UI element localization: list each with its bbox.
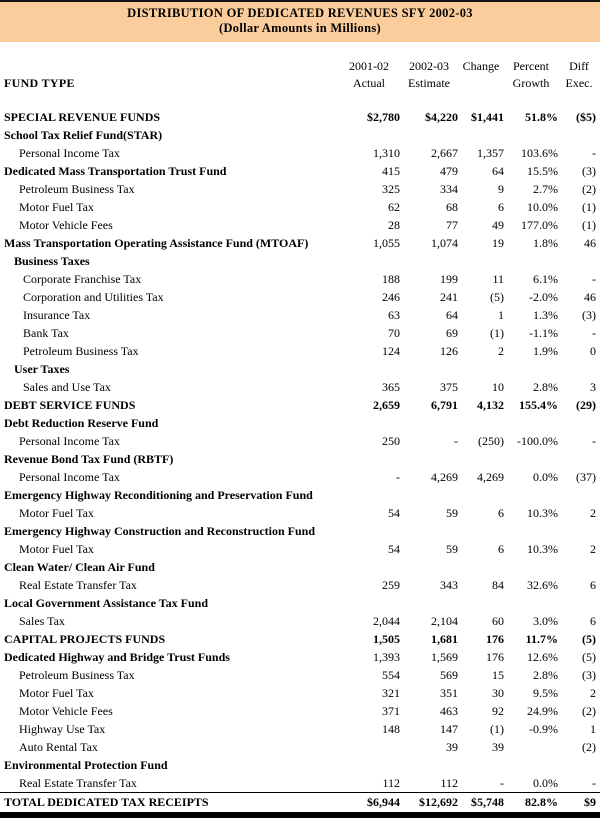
value-cell: (3) [582,668,596,682]
value-cell [458,450,504,468]
revenue-table [0,58,600,811]
fund-type-cell: Environmental Protection Fund [4,758,168,772]
value-cell: - [454,434,458,448]
value-cell: 15 [492,668,504,682]
fund-type-cell: Local Government Assistance Tax Fund [4,596,209,610]
value-cell: 1,074 [431,236,458,250]
value-cell: 2 [498,344,504,358]
value-cell: -1.1% [529,326,558,340]
fund-type-cell: Real Estate Transfer Tax [19,776,137,790]
value-cell: 112 [440,776,458,790]
value-cell: 112 [382,776,400,790]
value-cell [558,594,600,612]
fund-type-cell: Auto Rental Tax [19,740,98,754]
value-cell [400,486,458,504]
value-cell [400,252,458,270]
value-cell: 126 [440,344,458,358]
fund-type-cell: Emergency Highway Reconditioning and Preservation Fund [4,488,313,502]
table-row [0,234,600,252]
fund-type-cell: Clean Water/ Clean Air Fund [4,560,155,574]
value-cell: 92 [492,704,504,718]
table-row [0,126,600,144]
table-row [0,522,600,540]
col-header-diff: Diff [569,59,589,73]
value-cell: 246 [382,290,400,304]
fund-type-cell: DEBT SERVICE FUNDS [4,398,136,412]
value-cell: 59 [446,506,458,520]
value-cell: (2) [582,182,596,196]
value-cell: (3) [582,164,596,178]
table-row [0,630,600,648]
table-row [0,396,600,414]
value-cell: 199 [440,272,458,286]
table-row [0,378,600,396]
value-cell: 365 [382,380,400,394]
fund-type-cell: Motor Fuel Tax [19,200,94,214]
value-cell: ($5) [576,110,596,124]
value-cell [400,558,458,576]
value-cell: 259 [382,578,400,592]
value-cell: 11.7% [525,632,558,646]
value-cell [458,486,504,504]
value-cell: 6 [498,506,504,520]
value-cell: 479 [440,164,458,178]
fund-type-cell: Motor Vehicle Fees [19,704,113,718]
header-row-2 [0,75,600,92]
table-row [0,144,600,162]
table-row [0,360,600,378]
value-cell: 1,505 [373,632,400,646]
value-cell: (5) [582,632,596,646]
value-cell: 46 [584,236,596,250]
table-row [0,324,600,342]
value-cell: 68 [446,200,458,214]
value-cell [458,756,504,774]
value-cell: 39 [492,740,504,754]
fund-type-cell: Motor Vehicle Fees [19,218,113,232]
fund-type-cell: Highway Use Tax [19,722,106,736]
value-cell: $1,441 [471,110,504,124]
value-cell: 30 [492,686,504,700]
value-cell: 2 [590,686,596,700]
col-header-exec: Exec. [565,76,593,90]
value-cell: $9 [558,793,600,812]
value-cell: 4,269 [477,470,504,484]
value-cell: 0.0% [533,470,558,484]
value-cell [504,126,558,144]
value-cell: 415 [382,164,400,178]
value-cell: 2,044 [373,614,400,628]
value-cell: 46 [584,290,596,304]
title-bar [0,2,600,42]
value-cell [558,414,600,432]
value-cell: 250 [382,434,400,448]
fund-type-cell: Motor Fuel Tax [19,542,94,556]
value-cell: 6 [590,614,596,628]
value-cell [338,252,400,270]
col-header-change-blank [458,75,504,92]
value-cell: $4,220 [425,110,458,124]
value-cell: 351 [440,686,458,700]
table-row [0,612,600,630]
fund-type-cell: Petroleum Business Tax [19,182,135,196]
value-cell [400,360,458,378]
value-cell [458,594,504,612]
value-cell: (1) [490,326,504,340]
value-cell: 9 [498,182,504,196]
value-cell: (5) [490,290,504,304]
value-cell: 554 [382,668,400,682]
page-subtitle: (Dollar Amounts in Millions) [218,21,381,35]
value-cell: 0 [590,344,596,358]
value-cell: 321 [382,686,400,700]
fund-type-cell: Insurance Tax [23,308,91,322]
header-blank [0,58,338,75]
value-cell: 2.8% [533,668,558,682]
table-row [0,504,600,522]
value-cell [458,558,504,576]
value-cell: 569 [440,668,458,682]
value-cell: (1) [582,200,596,214]
value-cell [504,360,558,378]
value-cell: 3 [590,380,596,394]
table-row [0,180,600,198]
value-cell [558,126,600,144]
col-header-percent: Percent [513,59,549,73]
value-cell: 2,659 [373,398,400,412]
fund-type-cell: Dedicated Mass Transportation Trust Fund [4,164,227,178]
table-row [0,162,600,180]
value-cell: 1,681 [431,632,458,646]
value-cell: 4,269 [431,470,458,484]
fund-type-cell: Emergency Highway Construction and Reconstruction Fund [4,524,316,538]
fund-type-cell: Petroleum Business Tax [23,344,139,358]
value-cell [458,126,504,144]
value-cell: 463 [440,704,458,718]
value-cell: 12.6% [527,650,558,664]
value-cell: 2,667 [431,146,458,160]
value-cell [400,414,458,432]
col-header-estimate: Estimate [408,76,450,90]
value-cell [338,450,400,468]
value-cell: 1.9% [533,344,558,358]
value-cell: 54 [388,506,400,520]
value-cell [504,756,558,774]
value-cell [338,738,400,756]
fund-type-cell: Motor Fuel Tax [19,686,94,700]
table-row [0,198,600,216]
value-cell: 3.0% [533,614,558,628]
value-cell [458,414,504,432]
value-cell [338,486,400,504]
table-row [0,648,600,666]
value-cell: - [592,146,596,160]
value-cell: (3) [582,308,596,322]
value-cell [400,126,458,144]
fund-type-cell: Real Estate Transfer Tax [19,578,137,592]
value-cell: 1,310 [373,146,400,160]
value-cell [458,252,504,270]
value-cell: 103.6% [521,146,558,160]
table-body [0,108,600,811]
col-header-2002-03: 2002-03 [409,59,449,73]
value-cell: 6 [498,200,504,214]
value-cell: 1,569 [431,650,458,664]
value-cell [338,414,400,432]
value-cell [558,756,600,774]
value-cell: 69 [446,326,458,340]
value-cell [504,594,558,612]
bottom-rule [0,812,600,818]
value-cell: 10.3% [527,542,558,556]
col-header-growth: Growth [512,76,550,90]
value-cell: 155.4% [519,398,558,412]
value-cell: 177.0% [521,218,558,232]
value-cell: 343 [440,578,458,592]
value-cell: 28 [388,218,400,232]
value-cell: 54 [388,542,400,556]
value-cell [558,558,600,576]
value-cell: 9.5% [533,686,558,700]
value-cell: 1,357 [477,146,504,160]
value-cell: 59 [446,542,458,556]
value-cell: 11 [492,272,504,286]
header-spacer [0,92,600,108]
value-cell: 19 [492,236,504,250]
value-cell [338,558,400,576]
value-cell [400,522,458,540]
table-row [0,774,600,793]
value-cell: 188 [382,272,400,286]
value-cell: -0.9% [529,722,558,736]
value-cell: - [396,470,400,484]
table-row [0,306,600,324]
value-cell: 124 [382,344,400,358]
table-row [0,738,600,756]
table-row [0,486,600,504]
value-cell: (1) [490,722,504,736]
value-cell: 325 [382,182,400,196]
value-cell: 176 [486,650,504,664]
value-cell [558,522,600,540]
table-row [0,793,600,812]
value-cell: -2.0% [529,290,558,304]
value-cell [558,360,600,378]
value-cell: 148 [382,722,400,736]
value-cell: (29) [576,398,596,412]
value-cell [338,522,400,540]
table-row [0,270,600,288]
value-cell: 2 [590,506,596,520]
header-row-1 [0,58,600,75]
value-cell: 1 [498,308,504,322]
value-cell [400,756,458,774]
value-cell: $2,780 [367,110,400,124]
table-row [0,720,600,738]
fund-type-cell: Motor Fuel Tax [19,506,94,520]
fund-type-cell: Petroleum Business Tax [19,668,135,682]
table-row [0,576,600,594]
table-row [0,666,600,684]
value-cell: 60 [492,614,504,628]
table-row [0,414,600,432]
value-cell [338,360,400,378]
value-cell: 82.8% [504,793,558,812]
value-cell: (250) [478,434,504,448]
value-cell: 24.9% [527,704,558,718]
table-row [0,108,600,126]
table-row [0,540,600,558]
value-cell: (2) [582,740,596,754]
value-cell: 2.7% [533,182,558,196]
value-cell [504,486,558,504]
fund-type-cell: Revenue Bond Tax Fund (RBTF) [4,452,174,466]
value-cell: 15.5% [527,164,558,178]
value-cell: 6 [590,578,596,592]
value-cell: 64 [446,308,458,322]
fund-type-cell: Personal Income Tax [19,470,120,484]
value-cell: 6 [498,542,504,556]
col-header-actual: Actual [353,76,385,90]
value-cell: 2 [590,542,596,556]
value-cell: $6,944 [338,793,400,812]
value-cell: 1.3% [533,308,558,322]
fund-type-cell: Personal Income Tax [19,434,120,448]
table-row [0,558,600,576]
col-header-2001-02: 2001-02 [349,59,389,73]
fund-type-cell: Debt Reduction Reserve Fund [4,416,159,430]
value-cell: 1,055 [373,236,400,250]
value-cell [400,594,458,612]
value-cell: 176 [486,632,504,646]
value-cell: 49 [492,218,504,232]
table-row [0,288,600,306]
value-cell: 32.6% [527,578,558,592]
fund-type-cell: CAPITAL PROJECTS FUNDS [4,632,166,646]
table-row [0,450,600,468]
fund-type-cell: User Taxes [14,362,70,376]
value-cell: 6,791 [431,398,458,412]
value-cell: (5) [582,650,596,664]
value-cell: 4,132 [477,398,504,412]
value-cell: 63 [388,308,400,322]
col-header-change: Change [462,59,500,73]
table-row [0,468,600,486]
value-cell [558,252,600,270]
fund-type-cell: TOTAL DEDICATED TAX RECEIPTS [0,793,338,812]
value-cell [504,738,558,756]
value-cell: 77 [446,218,458,232]
value-cell: 62 [388,200,400,214]
table-header [0,58,600,108]
value-cell: 84 [492,578,504,592]
value-cell: - [592,776,596,790]
value-cell [504,252,558,270]
value-cell: 147 [440,722,458,736]
value-cell: 241 [440,290,458,304]
col-header-fund-type: FUND TYPE [4,76,75,90]
fund-type-cell: Sales Tax [19,614,65,628]
table-row [0,756,600,774]
fund-type-cell: Corporation and Utilities Tax [23,290,164,304]
value-cell: (2) [582,704,596,718]
value-cell: 2.8% [533,380,558,394]
value-cell [504,450,558,468]
value-cell [558,486,600,504]
fund-type-cell: Dedicated Highway and Bridge Trust Funds [4,650,230,664]
fund-type-cell: Personal Income Tax [19,146,120,160]
value-cell: 375 [440,380,458,394]
fund-type-cell: Bank Tax [23,326,69,340]
value-cell [458,522,504,540]
value-cell [400,450,458,468]
value-cell: 51.8% [525,110,558,124]
value-cell: 1,393 [373,650,400,664]
value-cell [504,522,558,540]
value-cell: 0.0% [533,776,558,790]
fund-type-cell: Mass Transportation Operating Assistance Fund (MTOAF) [4,236,309,250]
table-row [0,342,600,360]
value-cell: 39 [446,740,458,754]
value-cell: 1 [590,722,596,736]
fund-type-cell: Sales and Use Tax [23,380,111,394]
value-cell: 371 [382,704,400,718]
value-cell: 2,104 [431,614,458,628]
value-cell: 6.1% [533,272,558,286]
value-cell: 334 [440,182,458,196]
value-cell: 10.0% [527,200,558,214]
value-cell [504,414,558,432]
table-row [0,216,600,234]
fund-type-cell: SPECIAL REVENUE FUNDS [4,110,161,124]
table-row [0,252,600,270]
fund-type-cell: Business Taxes [14,254,90,268]
page-title: DISTRIBUTION OF DEDICATED REVENUES SFY 2002-03 [127,6,473,20]
value-cell: $12,692 [400,793,458,812]
value-cell [338,756,400,774]
fund-type-cell: Corporate Franchise Tax [23,272,142,286]
value-cell [338,126,400,144]
value-cell: 10.3% [527,506,558,520]
value-cell [338,594,400,612]
value-cell: - [592,272,596,286]
table-row [0,702,600,720]
value-cell: (37) [576,470,596,484]
table-row [0,594,600,612]
table-row [0,432,600,450]
value-cell: 70 [388,326,400,340]
value-cell: -100.0% [517,434,558,448]
value-cell [558,450,600,468]
value-cell: $5,748 [458,793,504,812]
value-cell: - [592,434,596,448]
value-cell: - [592,326,596,340]
value-cell [504,558,558,576]
value-cell: 1.8% [533,236,558,250]
table-row [0,684,600,702]
value-cell: - [500,776,504,790]
value-cell: 64 [492,164,504,178]
value-cell [458,360,504,378]
value-cell: (1) [582,218,596,232]
value-cell: 10 [492,380,504,394]
fund-type-cell: School Tax Relief Fund(STAR) [4,128,163,142]
